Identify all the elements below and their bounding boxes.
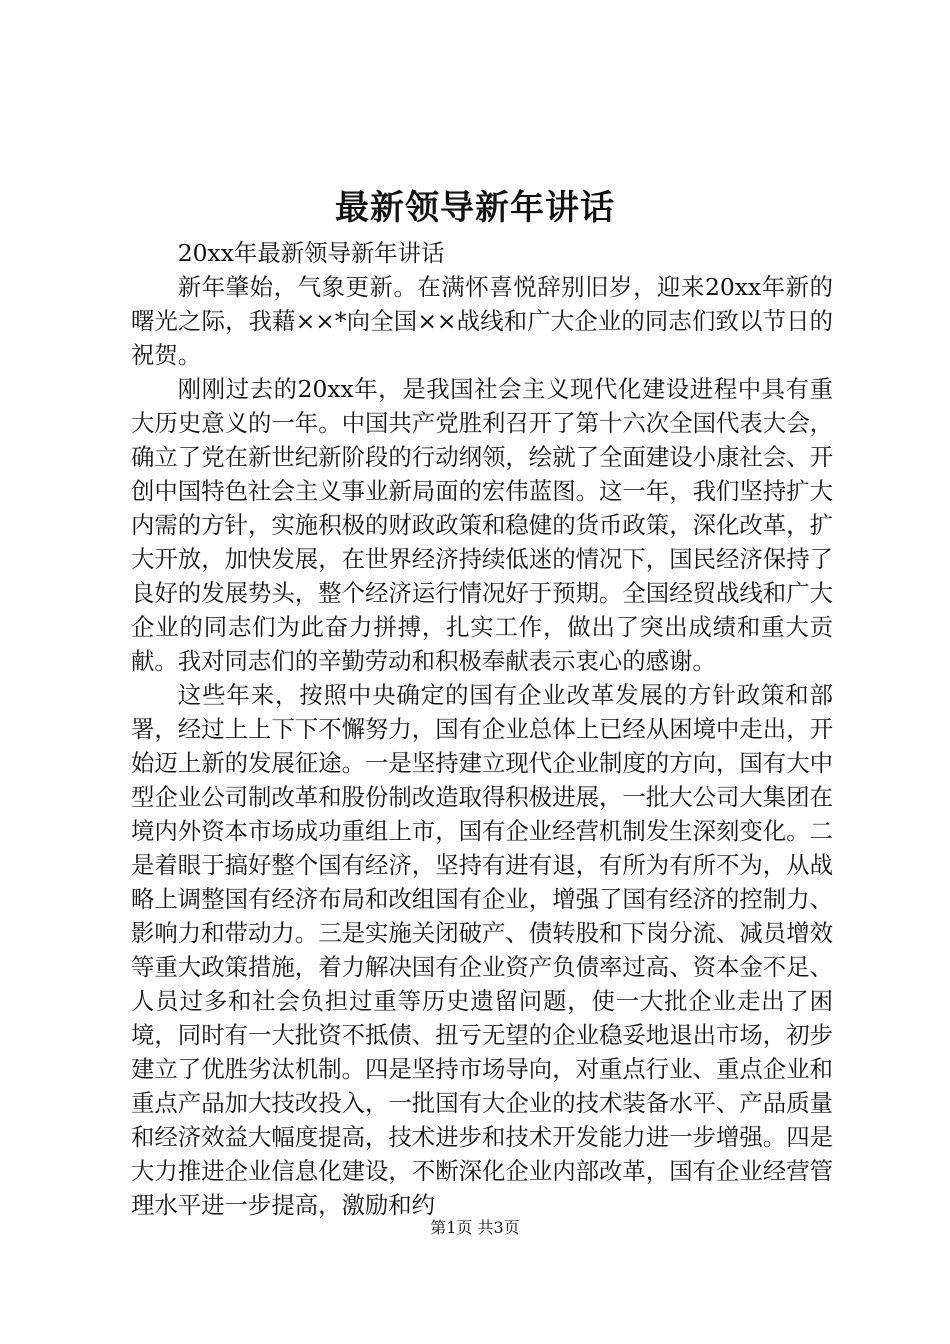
document-title: 最新领导新年讲话 <box>335 188 615 228</box>
document-paragraph: 新年肇始，气象更新。在满怀喜悦辞别旧岁，迎来20xx年新的曙光之际，我藉××*向全国××战线和广大企业的同志们致以节日的祝贺。 <box>131 273 833 369</box>
document-body <box>131 236 833 1222</box>
page-total-label: 共3页 <box>477 1218 520 1237</box>
page-number-label: 第1页 <box>430 1218 473 1237</box>
document-paragraph: 刚刚过去的20xx年，是我国社会主义现代化建设进程中具有重大历史意义的一年。中国共产党胜利召开了第十六次全国代表大会，确立了党在新世纪新阶段的行动纲领，绘就了全面建设小康社会、开创中国特色社会主义事业新局面的宏伟蓝图。这一年，我们坚持扩大内需的方针，实施积极的财政政策和稳健的货币政策，深化改革，扩大开放，加快发展，在世界经济持续低迷的情况下，国民经济保持了良好的发展势头，整个经济运行情况好于预期。全国经贸战线和广大企业的同志们为此奋力拼搏，扎实工作，做出了突出成绩和重大贡献。我对同志们的辛勤劳动和积极奉献表示衷心的感谢。 <box>131 375 833 675</box>
document-paragraph: 这些年来，按照中央确定的国有企业改革发展的方针政策和部署，经过上上下下不懈努力，国有企业总体上已经从困境中走出，开始迈上新的发展征途。一是坚持建立现代企业制度的方向，国有大中型企业公司制改革和股份制改造取得积极进展，一批大公司大集团在境内外资本市场成功重组上市，国有企业经营机制发生深刻变化。二是着眼于搞好整个国有经济，坚持有进有退，有所为有所不为，从战略上调整国有经济布局和改组国有企业，增强了国有经济的控制力、影响力和带动力。三是实施关闭破产、债转股和下岗分流、减员增效等重大政策措施，着力解决国有企业资产负债率过高、资本金不足、人员过多和社会负担过重等历史遗留问题，使一大批企业走出了困境，同时有一大批资不抵债、扭亏无望的企业稳妥地退出市场，初步建立了优胜劣汰机制。四是坚持市场导向，对重点行业、重点企业和重点产品加大技改投入，一批国有大企业的技术装备水平、产品质量和经济效益大幅度提高，技术进步和技术开发能力进一步增强。四是大力推进企业信息化建设，不断深化企业内部改革，国有企业经营管理水平进一步提高，激励和约 <box>131 681 833 1219</box>
document-subtitle-paragraph: 20xx年最新领导新年讲话 <box>177 239 445 267</box>
page-footer <box>0 1216 950 1240</box>
